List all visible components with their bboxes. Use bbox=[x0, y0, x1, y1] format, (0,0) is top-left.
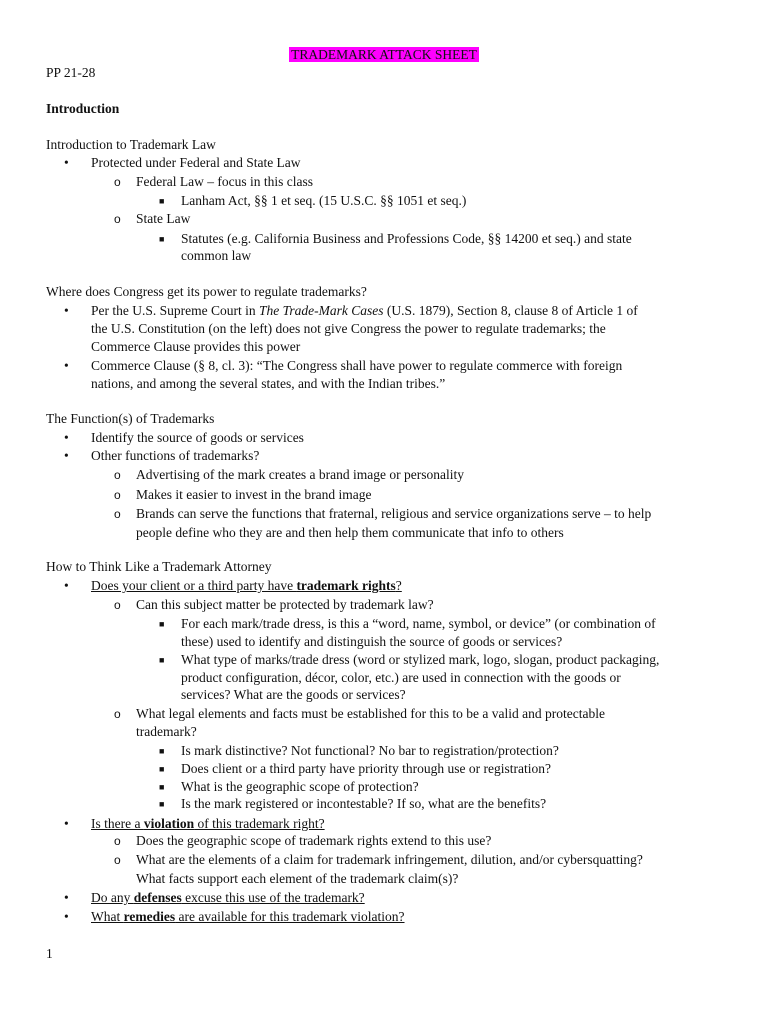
list-item-text: services? What are the goods or services? bbox=[181, 687, 406, 702]
list-item-text: Does client or a third party have priority through use or registration? bbox=[181, 761, 552, 776]
section-heading: Introduction to Trademark Law bbox=[46, 137, 216, 152]
list-item-text: Do any defenses excuse this use of the trademark? bbox=[91, 890, 365, 905]
emphasis: defenses bbox=[133, 890, 182, 905]
list-item-text: Is the mark registered or incontestable? If so, what are the benefits? bbox=[181, 796, 547, 811]
list-item-text: these) used to identify and distinguish the source of goods or services? bbox=[181, 634, 563, 649]
square-bullet-icon: ■ bbox=[159, 619, 165, 629]
list-item-text: common law bbox=[181, 248, 252, 263]
bullet-icon: • bbox=[64, 358, 69, 373]
list-item-text: Brands can serve the functions that fraternal, religious and service organizations serve – to help bbox=[136, 506, 652, 521]
circle-bullet-icon: o bbox=[114, 468, 121, 482]
square-bullet-icon: ■ bbox=[159, 782, 165, 792]
list-item-text: Is there a violation of this trademark right? bbox=[91, 816, 325, 831]
list-item-text: Commerce Clause (§ 8, cl. 3): “The Congress shall have power to regulate commerce with foreign bbox=[91, 358, 623, 373]
page-range: PP 21-28 bbox=[46, 65, 96, 80]
bullet-icon: • bbox=[64, 430, 69, 445]
square-bullet-icon: ■ bbox=[159, 746, 165, 756]
list-item-text: Advertising of the mark creates a brand image or personality bbox=[136, 467, 465, 482]
list-item-text: trademark? bbox=[136, 724, 197, 739]
list-item-text: State Law bbox=[136, 211, 191, 226]
case-name: The Trade-Mark Cases bbox=[259, 303, 384, 318]
list-item-text: the U.S. Constitution (on the left) does not give Congress the power to regulate trademarks; the bbox=[91, 321, 606, 336]
circle-bullet-icon: o bbox=[114, 175, 121, 189]
list-item-text: Federal Law – focus in this class bbox=[136, 174, 313, 189]
circle-bullet-icon: o bbox=[114, 212, 121, 226]
emphasis: violation bbox=[143, 816, 195, 831]
square-bullet-icon: ■ bbox=[159, 234, 165, 244]
section-heading: Where does Congress get its power to regulate trademarks? bbox=[46, 284, 367, 299]
square-bullet-icon: ■ bbox=[159, 655, 165, 665]
emphasis: trademark rights bbox=[296, 578, 396, 593]
page-number: 1 bbox=[46, 946, 53, 961]
introduction-heading: Introduction bbox=[46, 101, 120, 116]
list-item-text: Makes it easier to invest in the brand image bbox=[136, 487, 372, 502]
bullet-icon: • bbox=[64, 890, 69, 905]
list-item-text: people define who they are and then help them communicate that info to others bbox=[136, 525, 564, 540]
bullet-icon: • bbox=[64, 155, 69, 170]
list-item-text: For each mark/trade dress, is this a “word, name, symbol, or device” (or combination of bbox=[181, 616, 656, 631]
list-item-text: What is the geographic scope of protection? bbox=[181, 779, 419, 794]
bullet-icon: • bbox=[64, 448, 69, 463]
list-item-text: nations, and among the several states, and with the Indian tribes.” bbox=[91, 376, 446, 391]
square-bullet-icon: ■ bbox=[159, 799, 165, 809]
list-item-text: What remedies are available for this trademark violation? bbox=[91, 909, 405, 924]
title-block bbox=[0, 46, 768, 64]
circle-bullet-icon: o bbox=[114, 853, 121, 867]
bullet-icon: • bbox=[64, 909, 69, 924]
list-item-text: Is mark distinctive? Not functional? No bar to registration/protection? bbox=[181, 743, 559, 758]
list-item-text: Per the U.S. Supreme Court in The Trade-Mark Cases (U.S. 1879), Section 8, clause 8 of Article 1 of bbox=[91, 303, 638, 318]
list-item-text: product configuration, décor, color, etc.) are used in connection with the goods or bbox=[181, 670, 621, 685]
list-item-text: Does the geographic scope of trademark rights extend to this use? bbox=[136, 833, 492, 848]
square-bullet-icon: ■ bbox=[159, 764, 165, 774]
bullet-icon: • bbox=[64, 578, 69, 593]
list-item-text: Commerce Clause provides this power bbox=[91, 339, 301, 354]
section-heading: How to Think Like a Trademark Attorney bbox=[46, 559, 272, 574]
bullet-icon: • bbox=[64, 816, 69, 831]
section-heading: The Function(s) of Trademarks bbox=[46, 411, 215, 426]
list-item-text: Lanham Act, §§ 1 et seq. (15 U.S.C. §§ 1051 et seq.) bbox=[181, 193, 467, 208]
list-item-text: What type of marks/trade dress (word or stylized mark, logo, slogan, product packaging, bbox=[181, 652, 660, 667]
circle-bullet-icon: o bbox=[114, 507, 121, 521]
square-bullet-icon: ■ bbox=[159, 196, 165, 206]
list-item-text: Statutes (e.g. California Business and Professions Code, §§ 14200 et seq.) and state bbox=[181, 231, 632, 246]
bullet-icon: • bbox=[64, 303, 69, 318]
circle-bullet-icon: o bbox=[114, 707, 121, 721]
circle-bullet-icon: o bbox=[114, 834, 121, 848]
list-item-text: Can this subject matter be protected by trademark law? bbox=[136, 597, 434, 612]
document-title: TRADEMARK ATTACK SHEET bbox=[291, 47, 477, 62]
list-item-text: What legal elements and facts must be established for this to be a valid and protectable bbox=[136, 706, 605, 721]
list-item-text: Identify the source of goods or services bbox=[91, 430, 304, 445]
circle-bullet-icon: o bbox=[114, 598, 121, 612]
emphasis: remedies bbox=[123, 909, 176, 924]
circle-bullet-icon: o bbox=[114, 488, 121, 502]
list-item-text: What facts support each element of the trademark claim(s)? bbox=[136, 871, 459, 886]
list-item-text: Other functions of trademarks? bbox=[91, 448, 260, 463]
list-item-text: Does your client or a third party have trademark rights? bbox=[91, 578, 402, 593]
list-item-text: What are the elements of a claim for trademark infringement, dilution, and/or cybersquatting? bbox=[136, 852, 643, 867]
list-item-text: Protected under Federal and State Law bbox=[91, 155, 301, 170]
